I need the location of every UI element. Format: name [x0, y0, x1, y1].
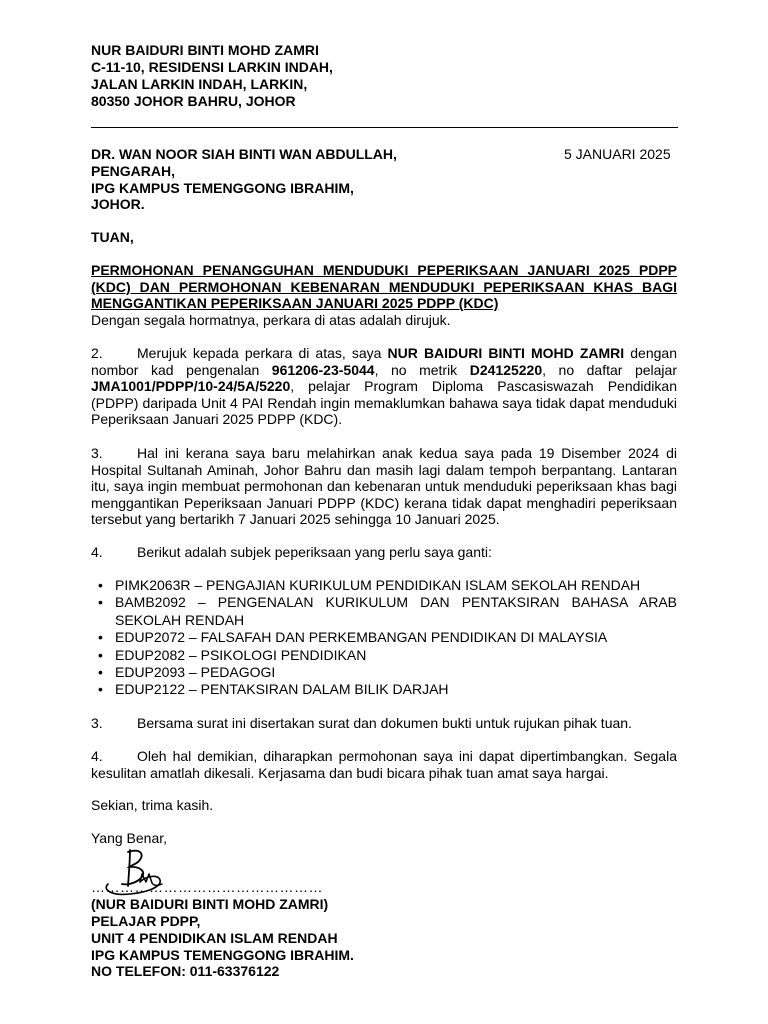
list-item: • PIMK2063R – PENGAJIAN KURIKULUM PENDIDIKAN ISLAM SEKOLAH RENDAH	[91, 577, 677, 594]
student-name: NUR BAIDURI BINTI MOHD ZAMRI	[387, 345, 625, 361]
paragraph-6: 4. Oleh hal demikian, diharapkan permohonan saya ini dapat dipertimbangkan. Segala kesulitan amatlah dikesali. Kerjasama dan budi bicara pihak tuan amat saya hargai.	[91, 748, 677, 781]
list-item: • EDUP2093 – PEDAGOGI	[91, 664, 677, 681]
signoff-line: (NUR BAIDURI BINTI MOHD ZAMRI)	[91, 896, 329, 912]
paragraph-number: 4.	[91, 748, 103, 764]
signoff-line: UNIT 4 PENDIDIKAN ISLAM RENDAH	[91, 930, 338, 946]
list-item: • EDUP2082 – PSIKOLOGI PENDIDIKAN	[91, 647, 677, 664]
recipient-line: IPG KAMPUS TEMENGGONG IBRAHIM,	[91, 180, 354, 196]
paragraph-3: 3. Hal ini kerana saya baru melahirkan anak kedua saya pada 19 Disember 2024 di Hospital Sultanah Aminah, Johor Bahru dan masih lagi dalam tempoh berpantang. Lantaran itu, saya ingin membuat permohonan dan kebenaran untuk menduduki peperiksaan khas bagi menggantikan Peperiksaan Januari PDPP (KDC) kerana tidak dapat menghadiri peperiksaan tersebut yang bertarikh 7 Januari 2025 sehingga 10 Januari 2025.	[91, 445, 677, 528]
yours-truly: Yang Benar,	[91, 830, 168, 846]
paragraph-number: 2.	[91, 345, 103, 361]
recipient-line: DR. WAN NOOR SIAH BINTI WAN ABDULLAH,	[91, 146, 397, 162]
sender-address-line: C-11-10, RESIDENSI LARKIN INDAH,	[91, 59, 333, 75]
sender-name: NUR BAIDURI BINTI MOHD ZAMRI	[91, 42, 319, 58]
signature-line: …………………………………………	[91, 879, 323, 895]
subject-list	[91, 577, 677, 699]
letter-date: 5 JANUARI 2025	[564, 146, 671, 162]
list-item: • EDUP2122 – PENTAKSIRAN DALAM BILIK DARJAH	[91, 681, 677, 698]
list-item: • EDUP2072 – FALSAFAH DAN PERKEMBANGAN PENDIDIKAN DI MALAYSIA	[91, 629, 677, 646]
recipient-line: JOHOR.	[91, 196, 145, 212]
registration-number: JMA1001/PDPP/10-24/5A/5220	[91, 378, 291, 395]
signoff-line: PELAJAR PDPP,	[91, 913, 201, 929]
paragraph-number: 3.	[91, 715, 103, 731]
ic-number: 961206-23-5044	[271, 361, 375, 378]
recipient-line: PENGARAH,	[91, 163, 176, 179]
sender-address-line: 80350 JOHOR BAHRU, JOHOR	[91, 93, 296, 109]
closing-line: Sekian, trima kasih.	[91, 797, 214, 813]
paragraph-5: 3. Bersama surat ini disertakan surat dan dokumen bukti untuk rujukan pihak tuan.	[91, 715, 632, 731]
paragraph-4: 4. Berikut adalah subjek peperiksaan yang perlu saya ganti:	[91, 544, 492, 560]
salutation: TUAN,	[91, 229, 134, 245]
sender-address-line: JALAN LARKIN INDAH, LARKIN,	[91, 76, 308, 92]
signoff-phone: NO TELEFON: 011-63376122	[91, 963, 280, 979]
letter-subject: PERMOHONAN PENANGGUHAN MENDUDUKI PEPERIKSAAN JANUARI 2025 PDPP (KDC) DAN PERMOHONAN KEBENARAN MENDUDUKI PEPERIKSAAN KHAS BAGI MENGGANTIKAN PEPERIKSAAN JANUARI 2025 PDPP (KDC)	[91, 262, 677, 312]
opening-line: Dengan segala hormatnya, perkara di atas adalah dirujuk.	[91, 312, 451, 328]
paragraph-2: 2. Merujuk kepada perkara di atas, saya NUR BAIDURI BINTI MOHD ZAMRI dengan nombor kad pengenalan 961206-23-5044, no metrik D24125220, no daftar pelajar JMA1001/PDPP/10-24/5A/5220, pelajar Program Diploma Pascasiswazah Pendidikan (PDPP) daripada Unit 4 PAI Rendah ingin memaklumkan bahawa saya tidak dapat menduduki Peperiksaan Januari 2025 PDPP (KDC).	[91, 345, 677, 428]
header-divider	[91, 127, 678, 128]
paragraph-number: 3.	[91, 445, 103, 461]
list-item: • BAMB2092 – PENGENALAN KURIKULUM DAN PENTAKSIRAN BAHASA ARAB SEKOLAH RENDAH	[91, 594, 677, 629]
paragraph-number: 4.	[91, 544, 103, 560]
matric-number: D24125220	[469, 361, 543, 378]
signoff-line: IPG KAMPUS TEMENGGONG IBRAHIM.	[91, 947, 354, 963]
